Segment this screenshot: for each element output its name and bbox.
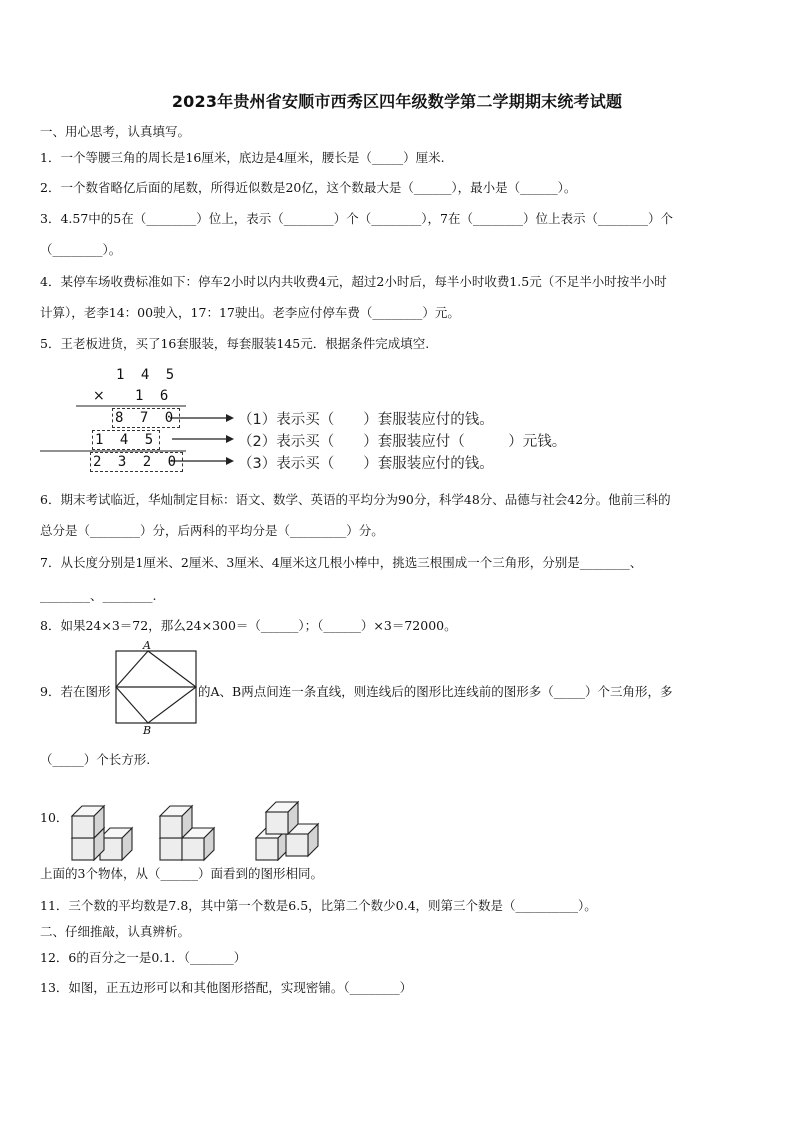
question-4-line-2: 计算），老李14：00驶入，17：17驶出。老李应付停车费（________）元。 (40, 305, 460, 320)
question-9-prefix: 9．若在图形 (40, 684, 111, 699)
question-2: 2．一个数省略亿后面的尾数，所得近似数是20亿，这个数最大是（______），最小是（______）。 (40, 180, 577, 195)
cube-2 (72, 806, 104, 838)
question-6-line-2: 总分是（________）分，后两科的平均分是（_________）分。 (40, 523, 384, 538)
question-5: 5．王老板进货，买了16套服装，每套服装145元．根据条件完成填空. (40, 336, 430, 351)
question-1: 1．一个等腰三角的周长是16厘米，底边是4厘米，腰长是（_____）厘米. (40, 150, 445, 165)
question-6-line-1: 6．期末考试临近，华灿制定目标：语文、数学、英语的平均分为90分，科学48分、品德与社会42分。他前三科的 (40, 492, 671, 507)
question-10-label: 10． (40, 810, 69, 825)
question-12: 12．6的百分之一是0.1．（_______） (40, 950, 247, 965)
question-9-suffix: 的A、B两点间连一条直线，则连线后的图形比连线前的图形多（_____）个三角形，多 (198, 684, 673, 699)
cube-0 (100, 828, 132, 860)
point-a-label: A (143, 639, 151, 652)
calc-note-3: （3）表示买（ ）套服装应付的钱。 (238, 456, 494, 472)
question-10-text: 上面的3个物体，从（______）面看到的图形相同。 (40, 866, 323, 881)
cube-5 (160, 806, 192, 838)
question-11: 11．三个数的平均数是7.8，其中第一个数是6.5，比第二个数少0.4，则第三个数是（__________）。 (40, 898, 597, 913)
calc-note-1: （1）表示买（ ）套服装应付的钱。 (238, 412, 494, 428)
point-b-label: B (143, 724, 152, 737)
question-9-line-2: （_____）个长方形. (40, 752, 151, 767)
calc-partial-product-2: 1 4 5 (92, 430, 160, 450)
calc-times-sign: × (93, 388, 105, 404)
page-title: 2023年贵州省安顺市西秀区四年级数学第二学期期末统考试题 (171, 92, 623, 111)
section-heading-1: 一、用心思考，认真填写。 (40, 124, 191, 139)
calc-result: 2 3 2 0 (90, 452, 183, 472)
question-4-line-1: 4．某停车场收费标准如下：停车2小时以内共收费4元，超过2小时后，每半小时收费1.5元（不足半小时按半小时 (40, 274, 667, 289)
question-3-line-2: （________）。 (40, 242, 122, 257)
question-7-line-2: ________、________. (40, 588, 157, 603)
calc-note-2: （2）表示买（ ）套服装应付（ ）元钱。 (238, 434, 567, 450)
question-8: 8．如果24×3＝72，那么24×300＝（______）；（______）×3＝72000。 (40, 618, 457, 633)
question-13: 13．如图，正五边形可以和其他图形搭配，实现密铺。（________） (40, 980, 413, 995)
calc-multiplier: 1 6 (135, 388, 173, 404)
question-7-line-1: 7．从长度分别是1厘米、2厘米、3厘米、4厘米这几根小棒中，挑选三根围成一个三角形，分别是________、 (40, 555, 643, 570)
question-3-line-1: 3．4.57中的5在（________）位上，表示（________）个（________），7在（________）位上表示（________）个 (40, 211, 673, 226)
rectangle-rhombus-figure (112, 641, 202, 731)
cube-8 (266, 802, 298, 834)
section-heading-2: 二、仔细推敲，认真辨析。 (40, 924, 191, 939)
cube-figures (0, 780, 794, 850)
calc-multiplicand: 1 4 5 (116, 367, 179, 383)
calc-partial-product-1: 8 7 0 (112, 408, 180, 428)
